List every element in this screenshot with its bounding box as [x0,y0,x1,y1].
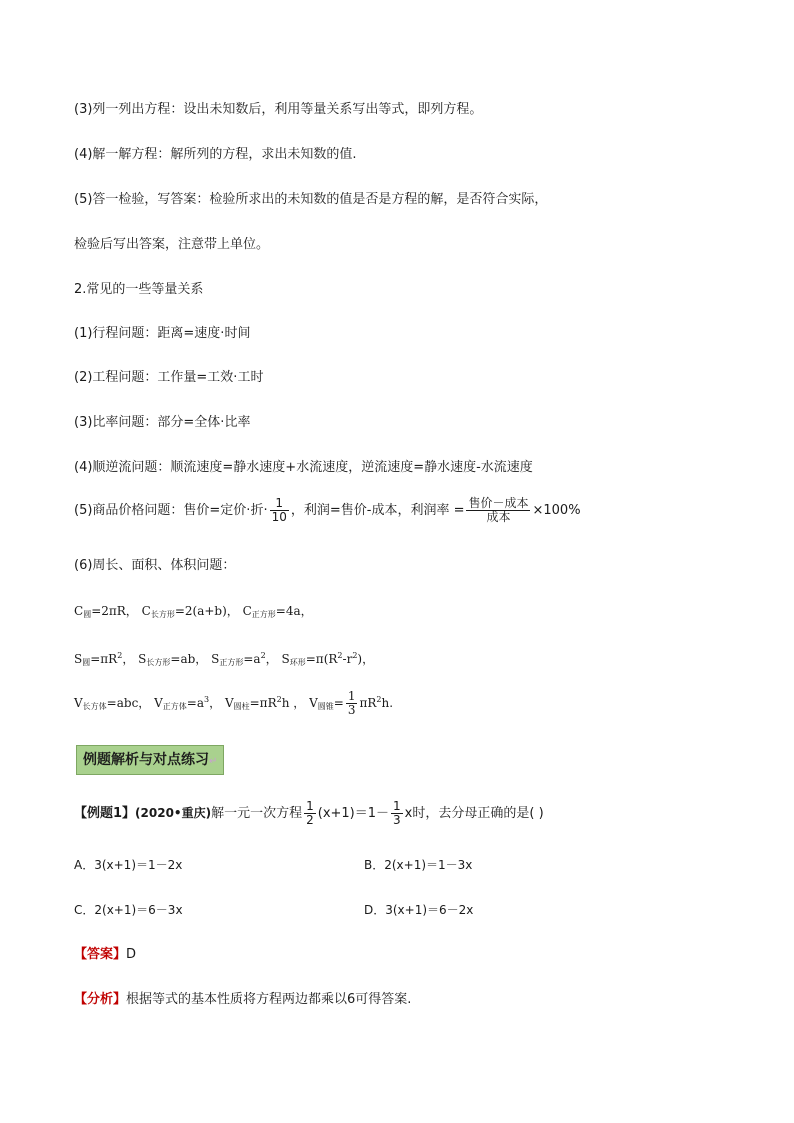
relation-price [74,497,581,524]
step-3: (3)列一列出方程：设出未知数后，利用等量关系写出等式，即列方程。 [74,102,483,117]
step-5-line2: 检验后写出答案，注意带上单位。 [74,237,270,252]
fraction-denominator: 10 [271,510,287,524]
analysis-label: 【分析】 [74,992,127,1007]
symbol-v: V [224,696,234,710]
fraction-numerator: 1 [306,799,314,813]
subscript: 环形 [289,658,306,667]
formula-text: =a [243,652,261,666]
example-text: 解一元一次方程 [211,806,303,821]
formula-text: )， [357,652,375,666]
step-5-line1: (5)答一检验，写答案：检验所求出的未知数的值是否是方程的解，是否符合实际， [74,192,548,207]
fraction-numerator: 1 [270,497,289,511]
fraction-denominator: 3 [347,703,356,717]
analysis-text: 根据等式的基本性质将方程两边都乘以6可得答案. [126,992,412,1007]
price-prefix: (5)商品价格问题：售价=定价·折· [74,503,268,518]
option-a: A．3(x+1)＝1－2x [74,858,183,872]
subscript: 圆 [82,658,91,667]
formula-text: =πR [249,696,277,710]
cone-fraction [346,690,358,717]
option-c: C．2(x+1)＝6－3x [74,903,183,917]
relation-ratio: (3)比率问题：部分=全体·比率 [74,415,251,430]
symbol-s: S [74,652,83,666]
relations-heading: 2.常见的一些等量关系 [74,282,204,297]
formula-text: =π(R [305,652,338,666]
superscript: 3 [204,695,210,704]
symbol-c: C [74,604,84,618]
example-text: (x+1)＝1－ [317,806,390,821]
fraction-denominator: 2 [306,813,314,827]
superscript: 2 [276,695,282,704]
formula-text: πR [359,696,377,710]
relation-flow: (4)顺逆流问题：顺流速度=静水速度+水流速度，逆流速度=静水速度-水流速度 [74,460,533,475]
example-source: (2020•重庆) [135,806,212,820]
formula-text: =abc， [106,696,151,710]
formula-text: = [333,696,344,710]
example-label: 【例题1】 [74,806,136,821]
symbol-s: S [281,652,290,666]
formula-text: ， [122,652,135,666]
symbol-c: C [141,604,151,618]
price-middle: ，利润=售价-成本，利润率 = [290,503,465,518]
area-formulas [74,647,374,672]
subscript: 圆柱 [233,702,250,711]
formula-text: =2πR， [91,604,138,618]
subscript: 长方形 [150,610,175,619]
subscript: 圆 [83,610,92,619]
price-suffix: ×100% [532,503,581,518]
section-title [76,745,224,775]
example-text: x时，去分母正确的是( ) [404,806,544,821]
superscript: 2 [337,651,343,660]
answer-value: D [126,947,137,962]
formula-text: =4a， [275,604,313,618]
relation-work: (2)工程问题：工作量=工效·工时 [74,370,264,385]
example-fraction-half [304,800,316,827]
formula-text: =ab， [170,652,208,666]
superscript: 2 [260,651,266,660]
symbol-c: C [242,604,252,618]
answer-label: 【答案】 [74,947,127,962]
subscript: 正方形 [251,610,276,619]
fraction-numerator: 1 [347,689,356,703]
subscript: 正方体 [162,702,187,711]
superscript: 2 [352,651,358,660]
answer [74,946,136,964]
discount-fraction [270,497,289,524]
symbol-v: V [309,696,318,710]
formula-text: h ， [281,696,306,710]
formula-text: ， [209,696,222,710]
subscript: 长方形 [146,658,171,667]
option-b: B．2(x+1)＝1－3x [364,858,473,872]
formula-text: =a [186,696,205,710]
step-4: (4)解一解方程：解所列的方程，求出未知数的值. [74,147,357,162]
superscript: 2 [376,695,382,704]
analysis [74,991,411,1009]
relation-travel: (1)行程问题：距离=速度·时间 [74,326,251,341]
relation-geometry: (6)周长、面积、体积问题： [74,558,236,573]
symbol-s: S [211,652,220,666]
fraction-denominator: 3 [393,813,401,827]
formula-text: =2(a+b)， [174,604,239,618]
formula-text: ， [265,652,278,666]
superscript: 2 [117,651,123,660]
fraction-numerator: 售价－成本 [468,496,529,510]
profit-rate-fraction [466,497,530,524]
perimeter-formulas [74,602,313,624]
volume-formulas [74,690,393,717]
option-d: D．3(x+1)＝6－2x [364,903,474,917]
formula-text: =πR [90,652,118,666]
fraction-denominator: 成本 [486,510,511,524]
fraction-numerator: 1 [393,799,401,813]
subscript: 圆锥 [317,702,334,711]
formula-text: -r [342,652,353,666]
subscript: 长方体 [82,702,107,711]
symbol-s: S [138,652,147,666]
symbol-v: V [74,696,83,710]
formula-text: h. [381,696,394,710]
section-title-text: 例题解析与对点练习 [83,752,209,768]
example-question [74,800,544,827]
example-fraction-third [391,800,403,827]
subscript: 正方形 [219,658,244,667]
paragraph-mark-icon: ↵ [209,756,218,767]
symbol-v: V [154,696,163,710]
